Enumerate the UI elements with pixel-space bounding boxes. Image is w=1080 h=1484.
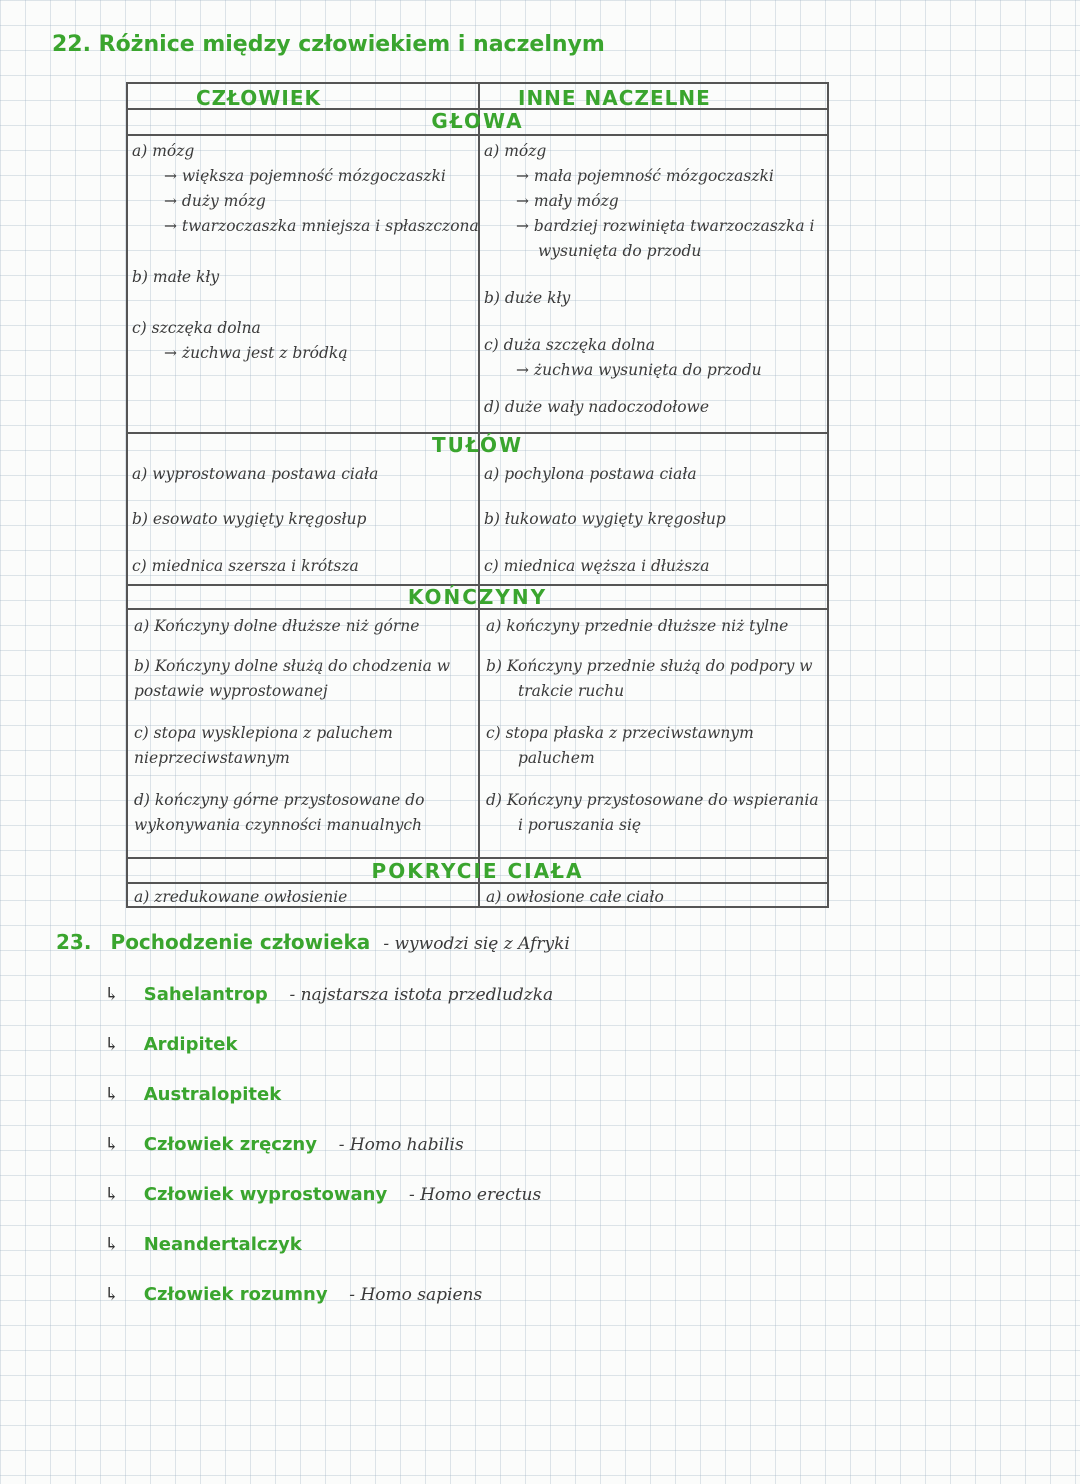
list-item: ↳ Australopitek: [104, 1084, 282, 1105]
list-item: → większa pojemność mózgoczaszki: [164, 167, 446, 185]
list-item: b) małe kły: [132, 268, 220, 286]
section-number: 23.: [56, 930, 92, 954]
list-item: a) mózg: [484, 142, 547, 160]
arrow-icon: ↳: [104, 1284, 120, 1305]
list-item: a) pochylona postawa ciała: [484, 465, 697, 483]
list-item: ↳ Człowiek rozumny - Homo sapiens: [104, 1284, 483, 1305]
section-title-torso: TUŁÓW: [431, 433, 524, 457]
list-item: → mała pojemność mózgoczaszki: [516, 167, 774, 185]
comparison-table: [126, 82, 829, 908]
list-item: b) duże kły: [484, 289, 571, 307]
torso-human-cell: [132, 462, 378, 579]
list-item: → żuchwa wysunięta do przodu: [516, 361, 762, 379]
list-item: a) kończyny przednie dłuższe niż tylne: [486, 617, 789, 635]
list-item: a) mózg: [132, 142, 195, 160]
list-item: c) duża szczęka dolna: [484, 336, 656, 354]
list-item: ↳ Neandertalczyk: [104, 1234, 302, 1255]
section-title-limbs: KOŃCZYNY: [407, 585, 548, 609]
row-divider: [128, 134, 827, 136]
arrow-icon: ↳: [104, 984, 120, 1005]
limbs-human-cell: [134, 614, 450, 838]
list-item: → żuchwa jest z bródką: [164, 344, 348, 362]
arrow-icon: ↳: [104, 1134, 120, 1155]
list-item: c) stopa płaska z przeciwstawnym: [486, 724, 754, 742]
list-item: c) miednica szersza i krótsza: [132, 557, 359, 575]
list-item: d) Kończyny przystosowane do wspierania: [486, 791, 819, 809]
list-item: i poruszania się: [518, 816, 642, 834]
arrow-icon: ↳: [104, 1234, 120, 1255]
list-item: postawie wyprostowanej: [134, 682, 328, 700]
list-item: b) łukowato wygięty kręgosłup: [484, 510, 726, 528]
list-item: d) kończyny górne przystosowane do: [134, 791, 425, 809]
list-item: → twarzoczaszka mniejsza i spłaszczona: [164, 217, 479, 235]
list-item: nieprzeciwstawnym: [134, 749, 290, 767]
list-item: c) stopa wysklepiona z paluchem: [134, 724, 393, 742]
list-item: d) duże wały nadoczodołowe: [484, 398, 709, 416]
list-item: a) wyprostowana postawa ciała: [132, 465, 379, 483]
list-item: ↳ Człowiek zręczny - Homo habilis: [104, 1134, 464, 1155]
arrow-icon: ↳: [104, 1184, 120, 1205]
list-item: trakcie ruchu: [518, 682, 625, 700]
list-item: ↳ Sahelantrop - najstarsza istota przedludzka: [104, 984, 554, 1005]
section-title-head: GŁOWA: [431, 109, 524, 133]
limbs-primate-cell: [486, 614, 819, 838]
head-human-cell: [132, 139, 479, 366]
list-item: paluchem: [518, 749, 595, 767]
list-item: ↳ Ardipitek: [104, 1034, 238, 1055]
origin-heading-line: [56, 930, 570, 954]
list-item: a) Kończyny dolne dłuższe niż górne: [134, 617, 420, 635]
header-other-primates: INNE NACZELNE: [518, 86, 711, 110]
origin-heading: Pochodzenie człowieka: [110, 930, 371, 954]
list-item: wysunięta do przodu: [538, 242, 702, 260]
arrow-icon: ↳: [104, 1084, 120, 1105]
list-item: a) zredukowane owłosienie: [134, 888, 348, 906]
torso-primate-cell: [484, 462, 726, 579]
list-item: → bardziej rozwinięta twarzoczaszka i: [516, 217, 815, 235]
arrow-icon: ↳: [104, 1034, 120, 1055]
list-item: → duży mózg: [164, 192, 266, 210]
list-item: b) Kończyny przednie służą do podpory w: [486, 657, 813, 675]
list-item: b) Kończyny dolne służą do chodzenia w: [134, 657, 451, 675]
head-primate-cell: [484, 139, 814, 420]
section-title-body-covering: POKRYCIE CIAŁA: [371, 859, 584, 883]
header-human: CZŁOWIEK: [196, 86, 321, 110]
origin-heading-note: - wywodzi się z Afryki: [383, 934, 570, 954]
list-item: c) szczęka dolna: [132, 319, 261, 337]
list-item: b) esowato wygięty kręgosłup: [132, 510, 367, 528]
list-item: ↳ Człowiek wyprostowany - Homo erectus: [104, 1184, 542, 1205]
list-item: a) owłosione całe ciało: [486, 888, 664, 906]
page-title: 22. Różnice między człowiekiem i naczelnym: [52, 32, 605, 57]
list-item: wykonywania czynności manualnych: [134, 816, 423, 834]
covering-human-cell: [134, 885, 347, 910]
list-item: c) miednica węższa i dłuższa: [484, 557, 710, 575]
list-item: → mały mózg: [516, 192, 619, 210]
covering-primate-cell: [486, 885, 664, 910]
